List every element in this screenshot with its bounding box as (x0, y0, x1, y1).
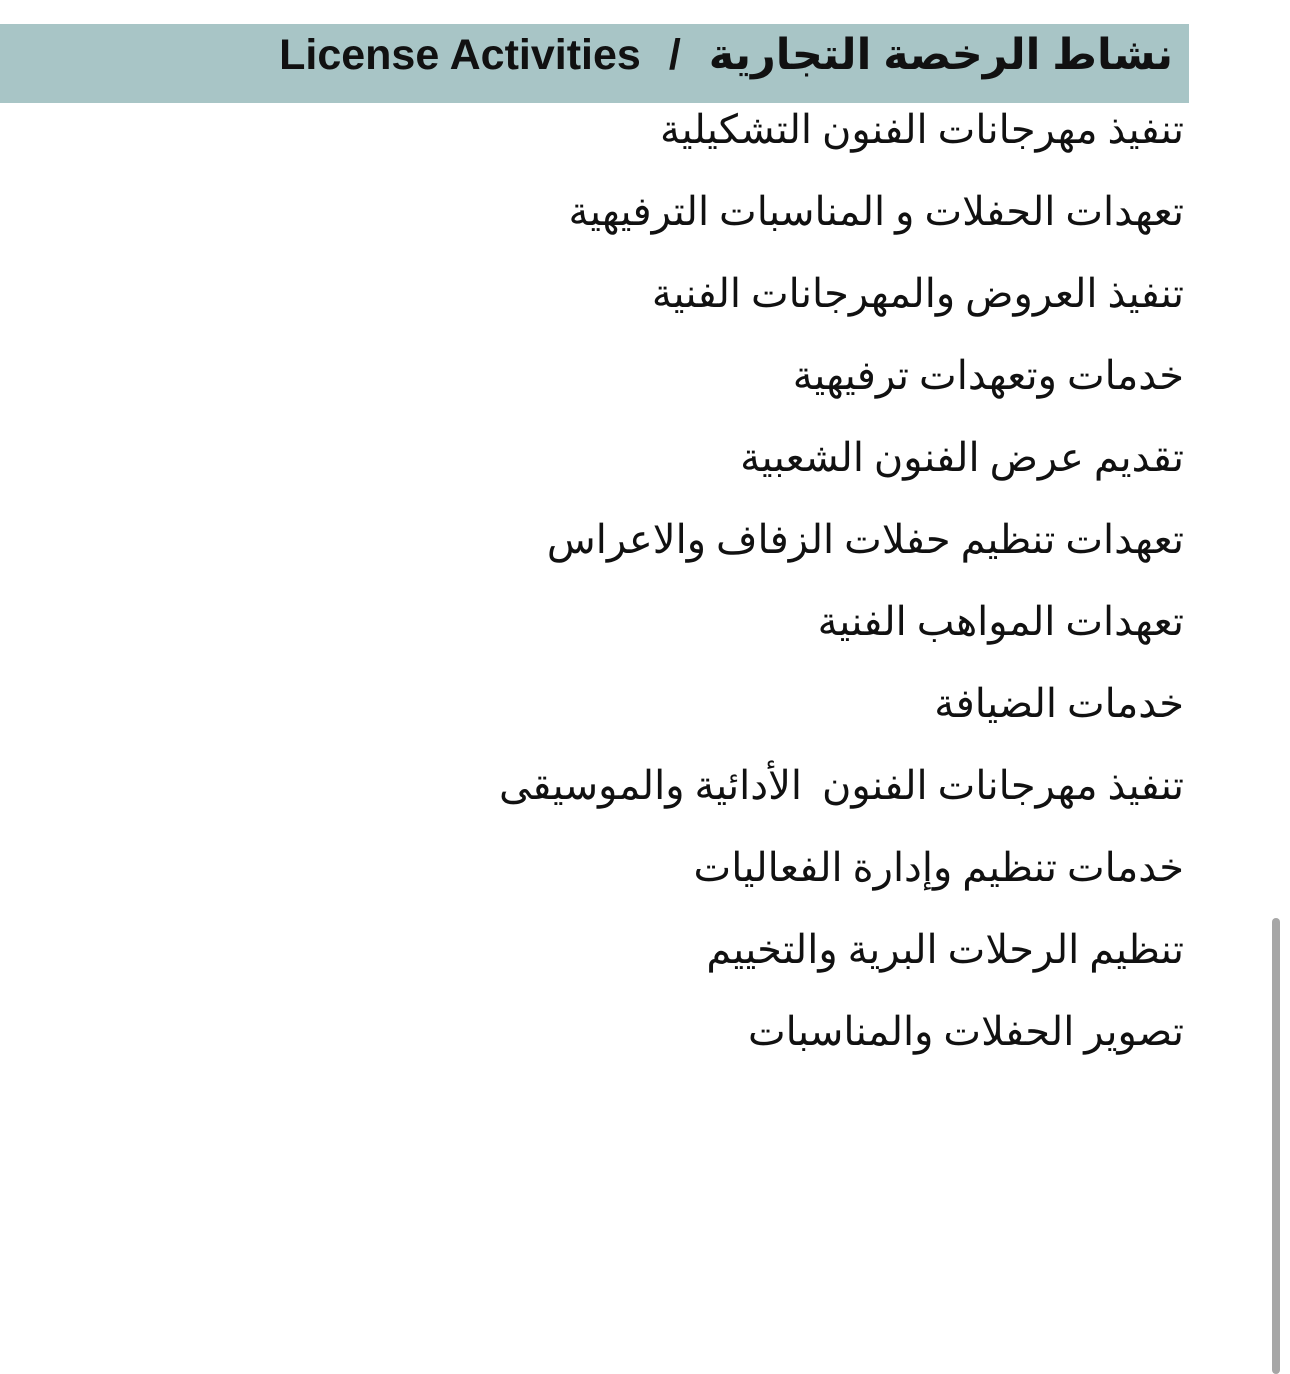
activity-item: تنظيم الرحلات البرية والتخييم (706, 927, 1184, 972)
activity-item: تقديم عرض الفنون الشعبية (740, 435, 1184, 480)
section-title (279, 24, 1173, 86)
scrollbar-thumb[interactable] (1272, 918, 1280, 1374)
activity-item: خدمات وتعهدات ترفيهية (792, 353, 1184, 398)
activity-item: تعهدات الحفلات و المناسبات الترفيهية (568, 189, 1184, 234)
activity-item: تنفيذ مهرجانات الفنون الأدائية والموسيقى (498, 763, 1184, 808)
title-english: License Activities (279, 30, 641, 79)
activity-item: خدمات تنظيم وإدارة الفعاليات (693, 845, 1184, 890)
license-activity-list (284, 104, 1184, 1088)
activity-item: تنفيذ مهرجانات الفنون التشكيلية (660, 107, 1184, 152)
activity-item: تعهدات المواهب الفنية (817, 599, 1184, 644)
title-separator: / (668, 30, 681, 79)
title-arabic: نشاط الرخصة التجارية (708, 31, 1173, 79)
activity-item: تصوير الحفلات والمناسبات (748, 1009, 1184, 1054)
activity-item: خدمات الضيافة (934, 681, 1184, 726)
activity-item: تعهدات تنظيم حفلات الزفاف والاعراس (546, 517, 1184, 562)
activity-item: تنفيذ العروض والمهرجانات الفنية (651, 271, 1184, 316)
section-header (0, 24, 1189, 103)
